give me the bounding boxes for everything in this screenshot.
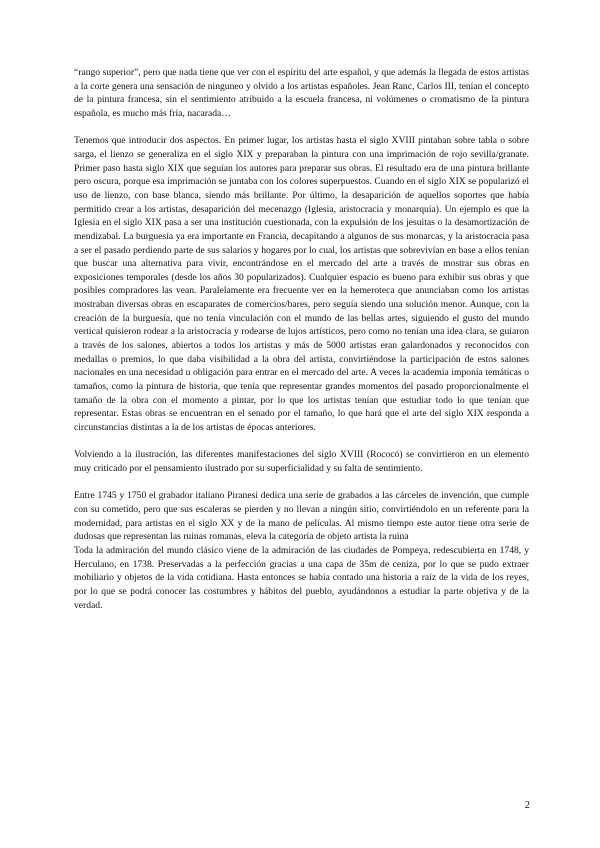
paragraph-1: “rango superior”, pero que nada tiene que ver con el espíritu del arte español, y que además la llegada de estos artistas a la corte genera una sensación de ninguneo y olvido a los artistas españoles. Jean Ranc, Carlos III, tenían el concepto de la pintura francesa, sin el sentimiento atribuido a la escuela francesa, ni volúmenes o cromatismo de la pintura española, es mucho más fría, nacarada…: [74, 67, 529, 119]
paragraph-2: Tenemos que introducir dos aspectos. En primer lugar, los artistas hasta el siglo XVIII pintaban sobre tabla o sobre sarga, el lienzo se generaliza en el siglo XIX y preparaban la pintura con una imprimación de rojo sevilla/granate. Primer paso hasta siglo XIX que seguían los autores para preparar sus obras. El resultado era de una pintura brillante pero oscura, porque esa imprimación se juntaba con los colores superpuestos. Cuando en el siglo XIX se popularizó el uso de lienzo, con base blanca, siendo más brillante. Por último, la desaparición de aquellos soportes que había permitido crear a los artistas, desaparición del mecenazgo (Iglesia, aristocracia y monarquía). Un ejemplo es que la Iglesia en el siglo XIX pasa a ser una institución cuestionada, con la expulsión de los jesuitas o la desamortización de mendizabal. La burguesía ya era importante en Francia, decapitando a algunos de sus monarcas, y la aristocracia pasa a ser el pasado perdiendo parte de sus salarios y hogares por lo cual, los artistas que sobrevivían en base a ellos tenían que buscar una alternativa para vivir, encontrándose en el mercado del arte a través de mostrar sus obras en exposiciones temporales (desde los años 30 popularizados). Cualquier espacio es bueno para exhibir sus obras y que posibles compradores las vean. Paralelamente era frecuente ver en la hemeroteca que anunciaban como los artistas mostraban diversas obras en escaparates de comercios/bares, pero seguía siendo una solución menor. Aunque, con la creación de la burguesía, que no tenía vinculación con el mundo de las bellas artes, siguiendo el gusto del mundo vertical quisieron rodear a la aristocracia y rodearse de lujos artísticos, pero como no tenían una idea clara, se guiaron a través de los salones, abiertos a todos los artistas y más de 5000 artistas eran galardonados y reconocidos con medallas o premios, lo que daba visibilidad a la obra del artista, convirtiéndose la participación de estos salones nacionales en una necesidad u obligación para entrar en el mercado del arte. A veces la academia imponía temáticas o tamaños, como la pintura de historia, que tenía que representar grandes momentos del pasado proporcionalmente el tamaño de la obra con el momento a pintar, por lo que los artistas tenían que estudiar todo lo que tenían que representar. Estas obras se encuentran en el senado por el tamaño, lo que hará que el arte del siglo XIX responda a circunstancias distintas a la de los artistas de épocas anteriores.: [74, 135, 529, 434]
paragraph-3: Volviendo a la ilustración, las diferentes manifestaciones del siglo XVIII (Rococó) se convirtieron en un elemento muy criticado por el pensamiento ilustrado por su superficialidad y su falta de sentimiento.: [74, 449, 529, 474]
page-body: [74, 66, 529, 626]
paragraph-4: Entre 1745 y 1750 el grabador italiano Piranesi dedica una serie de grabados a las cárceles de invención, que cumple con su cometido, pero que sus escaleras se pierden y no llevan a ningún sitio, convirtiéndolo en un referente para la modernidad, para artistas en el siglo XX y de la mano de películas. Al mismo tiempo este autor tiene otra serie de dudosas que representan las ruinas romanas, eleva la categoría de objeto artista la ruina Toda la admiración del mundo clásico viene de la admiración de las ciudades de Pompeya, redescubierta en 1748, y Herculano, en 1738. Preservadas a la perfección gracias a una capa de 35m de ceniza, por lo que se pudo extraer mobiliario y objetos de la vida cotidiana. Hasta entonces se había contado una historia a raíz de la vida de los reyes, por lo que se podrá conocer las costumbres y hábitos del pueblo, ayudándonos a estudiar la parte objetiva y de la verdad.: [74, 490, 529, 611]
page-number: 2: [524, 800, 530, 811]
